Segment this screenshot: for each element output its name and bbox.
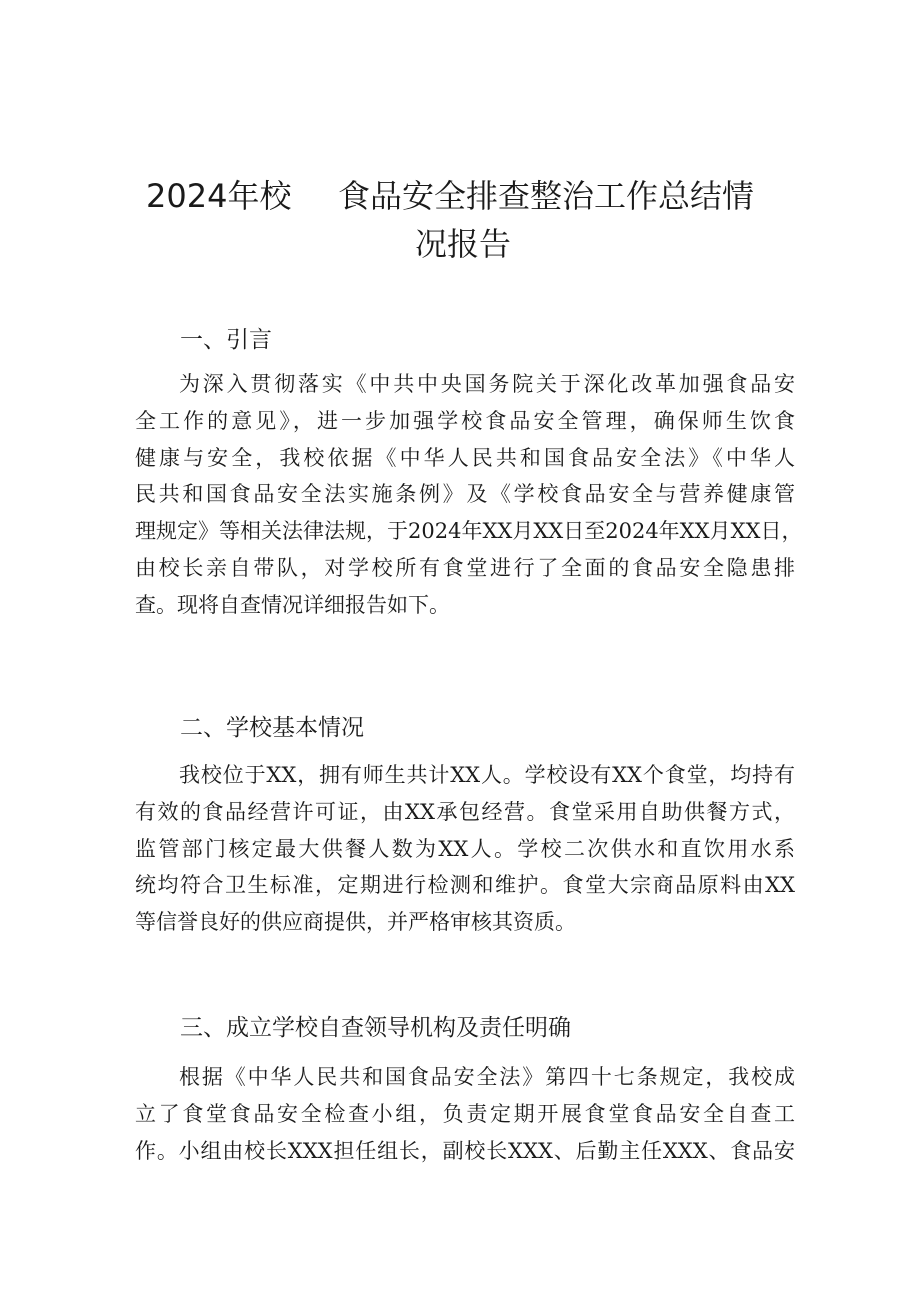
paragraph-line: 健康与安全，我校依据《中华人民共和国食品安全法》《中华人 [135, 445, 795, 470]
section-paragraph-leadership [135, 1059, 795, 1169]
paragraph-line: 民共和国食品安全法实施条例》及《学校食品安全与营养健康管 [135, 482, 795, 507]
paragraph-line: 监管部门核定最大供餐人数为XX人。学校二次供水和直饮用水系 [135, 836, 795, 861]
paragraph-line: 作。小组由校长XXX担任组长，副校长XXX、后勤主任XXX、食品安 [135, 1138, 795, 1163]
title-part-main: 食品安全排查整治工作总结情 [338, 177, 755, 215]
paragraph-line: 由校长亲自带队，对学校所有食堂进行了全面的食品安全隐患排 [135, 555, 795, 580]
section-paragraph-introduction [135, 366, 803, 624]
paragraph-line: 为深入贯彻落实《中共中央国务院关于深化改革加强食品安 [179, 372, 795, 396]
paragraph-line: 理规定》等相关法律法规，于2024年XX月XX日至2024年XX月XX日， [135, 519, 803, 544]
paragraph-line: 我校位于XX，拥有师生共计XX人。学校设有XX个食堂，均持有 [179, 763, 795, 787]
paragraph-line: 全工作的意见》，进一步加强学校食品安全管理，确保师生饮食 [135, 408, 795, 433]
section-heading-leadership: 三、成立学校自查领导机构及责任明确 [180, 1015, 571, 1041]
title-part-end: 况报告 [415, 225, 512, 263]
paragraph-line: 等信誉良好的供应商提供，并严格审核其资质。 [135, 910, 576, 935]
paragraph-line: 根据《中华人民共和国食品安全法》第四十七条规定，我校成 [179, 1065, 795, 1089]
title-part-year-school: 2024年校 [146, 177, 292, 215]
paragraph-line: 立了食堂食品安全检查小组，负责定期开展食堂食品安全自查工 [135, 1101, 795, 1126]
section-paragraph-school-overview [135, 757, 795, 941]
paragraph-line: 统均符合卫生标准，定期进行检测和维护。食堂大宗商品原料由XX [135, 873, 795, 898]
section-heading-introduction: 一、引言 [180, 327, 272, 353]
paragraph-line: 查。现将自查情况详细报告如下。 [135, 592, 450, 617]
paragraph-line: 有效的食品经营许可证，由XX承包经营。食堂采用自助供餐方式， [135, 799, 795, 824]
section-heading-school-overview: 二、学校基本情况 [180, 715, 364, 741]
